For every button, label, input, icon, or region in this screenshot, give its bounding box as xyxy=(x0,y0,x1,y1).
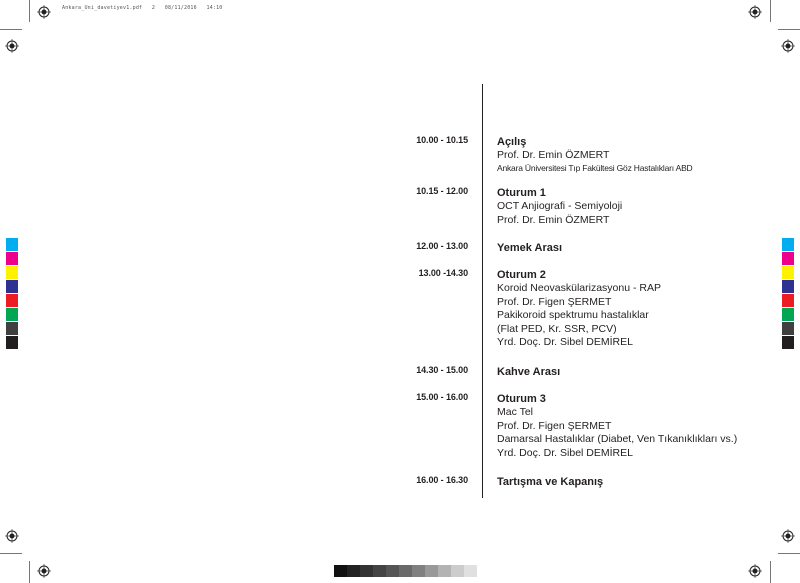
session-line: Yrd. Doç. Dr. Sibel DEMİREL xyxy=(497,446,633,459)
crop-mark xyxy=(778,29,800,30)
session-line: Yrd. Doç. Dr. Sibel DEMİREL xyxy=(497,336,633,348)
session-line: Prof. Dr. Emin ÖZMERT xyxy=(497,149,610,161)
session-title: Oturum 1 xyxy=(497,187,546,199)
gray-swatch xyxy=(451,565,464,577)
time-label: 15.00 - 16.00 xyxy=(416,392,468,402)
crop-mark xyxy=(770,561,771,583)
session-line: Prof. Dr. Emin ÖZMERT xyxy=(497,213,610,226)
time-label: 12.00 - 13.00 xyxy=(416,241,468,251)
session-content xyxy=(497,475,787,489)
session-title: Oturum 3 xyxy=(497,393,546,405)
registration-mark-icon xyxy=(781,529,795,543)
crop-mark xyxy=(0,553,22,554)
session-line: OCT Anjiografi - Semiyoloji xyxy=(497,200,623,212)
session-content xyxy=(497,135,787,174)
print-header: Ankara_Uni_davetiyev1.pdf 2 08/11/2016 14:10 xyxy=(62,5,223,11)
gray-swatch xyxy=(373,565,386,577)
color-swatch xyxy=(6,322,18,335)
time-label: 13.00 -14.30 xyxy=(418,268,468,278)
crop-mark xyxy=(770,0,771,22)
session-title: Yemek Arası xyxy=(497,242,563,254)
session-line: (Flat PED, Kr. SSR, PCV) xyxy=(497,322,617,335)
gray-swatch xyxy=(464,565,477,577)
registration-mark-icon xyxy=(781,39,795,53)
session-content xyxy=(497,186,787,227)
session-content xyxy=(497,268,787,350)
registration-mark-icon xyxy=(37,5,51,19)
crop-mark xyxy=(0,29,22,30)
crop-mark xyxy=(778,553,800,554)
registration-mark-icon xyxy=(748,564,762,578)
session-content xyxy=(497,241,787,255)
gray-swatch xyxy=(360,565,373,577)
gray-swatch xyxy=(334,565,347,577)
crop-mark xyxy=(29,561,30,583)
gray-swatch xyxy=(438,565,451,577)
session-line: Mac Tel xyxy=(497,406,533,418)
gray-scale-bar xyxy=(334,565,477,577)
session-affiliation: Ankara Üniversitesi Tıp Fakültesi Göz Hastalıkları ABD xyxy=(497,162,693,173)
divider-line xyxy=(482,84,483,498)
time-label: 10.00 - 10.15 xyxy=(416,135,468,145)
gray-swatch xyxy=(347,565,360,577)
color-swatch xyxy=(6,308,18,321)
color-swatch xyxy=(6,238,18,251)
color-swatch xyxy=(6,266,18,279)
session-line: Damarsal Hastalıklar (Diabet, Ven Tıkanıklıkları vs.) xyxy=(497,433,738,445)
registration-mark-icon xyxy=(5,39,19,53)
session-line: Prof. Dr. Figen ŞERMET xyxy=(497,295,612,308)
gray-swatch xyxy=(412,565,425,577)
time-label: 14.30 - 15.00 xyxy=(416,365,468,375)
registration-mark-icon xyxy=(37,564,51,578)
session-content xyxy=(497,365,787,379)
session-content xyxy=(497,392,787,460)
gray-swatch xyxy=(386,565,399,577)
session-line: Koroid Neovaskülarizasyonu - RAP xyxy=(497,282,661,294)
session-title: Oturum 2 xyxy=(497,269,546,281)
registration-mark-icon xyxy=(748,5,762,19)
session-line: Prof. Dr. Figen ŞERMET xyxy=(497,419,612,432)
color-swatch xyxy=(6,280,18,293)
time-label: 10.15 - 12.00 xyxy=(416,186,468,196)
color-swatch xyxy=(6,252,18,265)
color-swatch xyxy=(6,294,18,307)
session-title: Açılış xyxy=(497,136,527,148)
gray-swatch xyxy=(399,565,412,577)
color-swatch xyxy=(6,336,18,349)
session-line: Pakikoroid spektrumu hastalıklar xyxy=(497,309,649,321)
color-bar-left xyxy=(6,238,18,350)
time-label: 16.00 - 16.30 xyxy=(416,475,468,485)
registration-mark-icon xyxy=(5,529,19,543)
gray-swatch xyxy=(425,565,438,577)
session-title: Kahve Arası xyxy=(497,366,561,378)
session-title: Tartışma ve Kapanış xyxy=(497,476,604,488)
crop-mark xyxy=(29,0,30,22)
